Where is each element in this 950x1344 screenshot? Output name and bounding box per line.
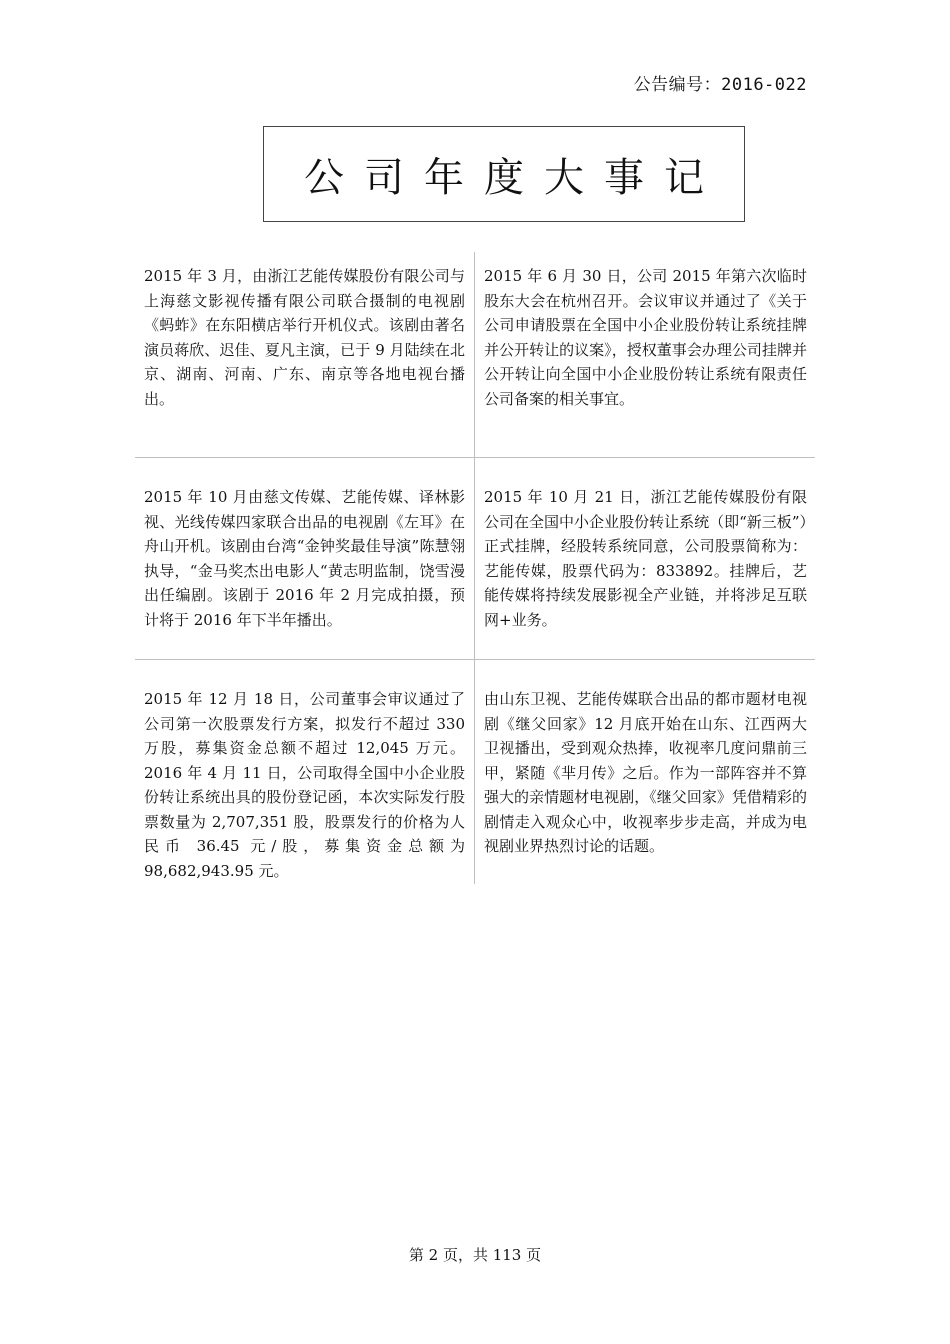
events-row [135, 659, 815, 884]
event-cell: 2015 年 10 月 21 日，浙江艺能传媒股份有限公司在全国中小企业股份转让系统（即“新三板”）正式挂牌，经股转系统同意，公司股票简称为：艺能传媒，股票代码为：833892。挂牌后，艺能传媒将持续发展影视全产业链，并将涉足互联网+业务。 [484, 488, 807, 629]
title-box [263, 126, 745, 222]
page-title: 公司年度大事记 [304, 154, 724, 201]
page-footer: 第 2 页，共 113 页 [408, 1246, 542, 1264]
notice-number: 公告编号：2016-022 [633, 75, 807, 95]
event-cell: 2015 年 12 月 18 日，公司董事会审议通过了公司第一次股票发行方案，拟发行不超过 330 万股，募集资金总额不超过 12,045 万元。2016 年 4 月 11 日，公司取得全国中小企业股份转让系统出具的股份登记函，本次实际发行股票数量为 2,707,351 股，股票发行的价格为人民币 36.45 元/股，募集资金总额为 98,682,943.95 元。 [135, 660, 475, 884]
event-cell: 由山东卫视、艺能传媒联合出品的都市题材电视剧《继父回家》12 月底开始在山东、江西两大卫视播出，受到观众热捧，收视率几度问鼎前三甲，紧随《芈月传》之后。作为一部阵容并不算强大的亲情题材电视剧，《继父回家》凭借精彩的剧情走入观众心中，收视率步步走高，并成为电视剧业界热烈讨论的话题。 [484, 690, 807, 855]
events-table [135, 252, 815, 884]
event-cell: 2015 年 3 月，由浙江艺能传媒股份有限公司与上海慈文影视传播有限公司联合摄制的电视剧《蚂蚱》在东阳横店举行开机仪式。该剧由著名演员蒋欣、迟佳、夏凡主演，已于 9 月陆续在北京、湖南、河南、广东、南京等各地电视台播出。 [135, 252, 475, 457]
event-cell: 2015 年 10 月由慈文传媒、艺能传媒、译林影视、光线传媒四家联合出品的电视剧《左耳》在舟山开机。该剧由台湾“金钟奖最佳导演”陈慧翎执导，“金马奖杰出电影人“黄志明监制，饶雪漫出任编剧。该剧于 2016 年 2 月完成拍摄，预计将于 2016 年下半年播出。 [135, 458, 475, 659]
events-row [135, 457, 815, 659]
event-cell: 2015 年 6 月 30 日，公司 2015 年第六次临时股东大会在杭州召开。会议审议并通过了《关于公司申请股票在全国中小企业股份转让系统挂牌并公开转让的议案》，授权董事会办理公司挂牌并公开转让向全国中小企业股份转让系统有限责任公司备案的相关事宜。 [484, 267, 807, 408]
events-row [135, 252, 815, 457]
